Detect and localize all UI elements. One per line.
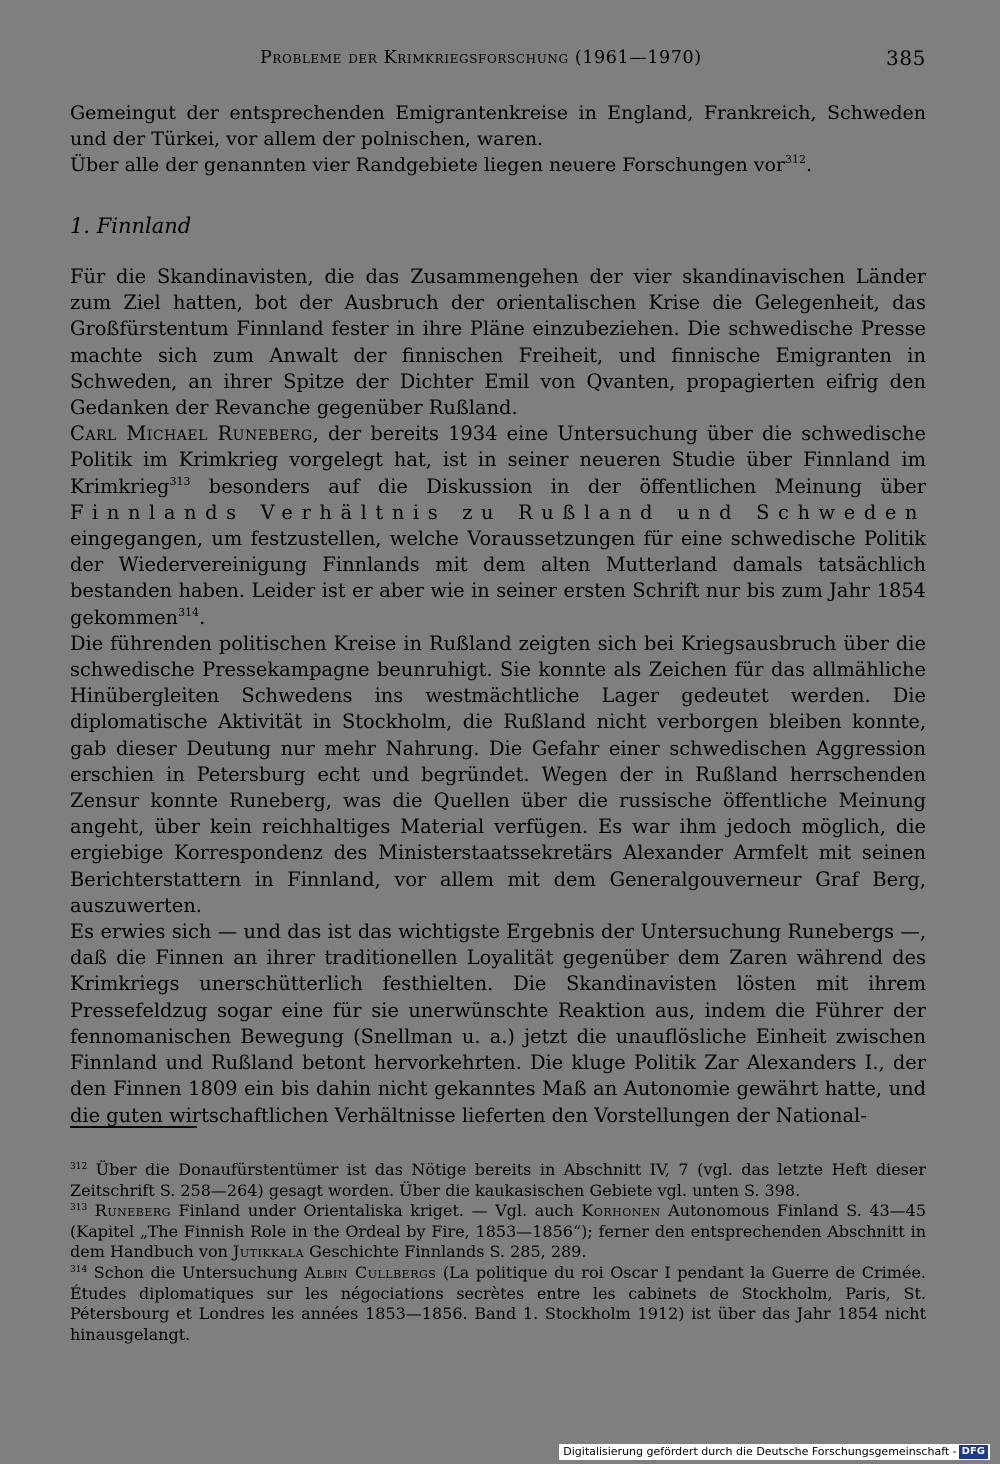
digitization-credit — [559, 1444, 990, 1460]
paragraph: Über alle der genannten vier Randgebiete liegen neuere Forschungen vor$^{312}$. — [70, 153, 813, 176]
footnote-number: 314 — [70, 1264, 88, 1275]
footnote: $^{314}$ Schon die Untersuchung Albin Cullbergs (La politique du roi Oscar I pendant la Guerre de Crimée. Études diplomatiques sur les négociations secrètes entre les cabinets de Stockholm, Paris, St. Pétersbourg et Londres les années 1853—1856. Band 1. Stockholm 1912) ist über das Jahr 1854 nicht hinausgelangt. — [70, 1262, 926, 1344]
paragraph: Gemeingut der entsprechenden Emigrantenkreise in England, Frankreich, Schweden und der Türkei, vor allem der polnischen, waren. — [70, 102, 926, 150]
footnote-number: 313 — [70, 1203, 88, 1214]
footnote-rule — [70, 1126, 197, 1128]
footnote-ref: 314 — [178, 605, 200, 619]
credit-text: Digitalisierung gefördert durch die Deutsche Forschungsgemeinschaft - — [563, 1445, 957, 1458]
author-name: Carl Michael Runeberg — [70, 422, 313, 446]
author-name: Albin Cullbergs — [304, 1262, 437, 1282]
footnote: $^{312}$ Über die Donaufürstentümer ist das Nötige bereits in Abschnitt IV, 7 (vgl. das letzte Heft dieser Zeitschrift S. 258—264) gesagt worden. Über die kaukasischen Gebiete vgl. unten S. 398. — [70, 1160, 926, 1200]
document-page — [70, 46, 926, 1426]
author-name: Runeberg — [94, 1201, 171, 1221]
running-title: Probleme der Krimkriegsforschung (1961—1970) — [260, 48, 702, 68]
dfg-logo: DFG — [959, 1445, 988, 1459]
footnote-ref: 312 — [785, 153, 807, 166]
body-text — [70, 264, 926, 1129]
emphasis-spaced: Finnlands Verhältnis zu Rußland und Schweden — [70, 500, 926, 524]
page-number: 385 — [886, 46, 926, 70]
footnotes — [70, 1160, 926, 1345]
author-name: Korhonen — [581, 1201, 661, 1221]
paragraph: Carl Michael Runeberg, der bereits 1934 eine Untersuchung über die schwedische Politik im Krimkrieg vorgelegt hat, ist in seiner neueren Studie über Finnland im Krimkrieg$^{313}$ besonders auf die Diskussion in der öffentlichen Meinung über Finnlands Verhältnis zu Rußland und Schweden eingegangen, um festzustellen, welche Voraussetzungen für eine schwedische Politik der Wiedervereinigung Finnlands mit dem alten Mutterland damals tatsächlich bestanden haben. Leider ist er aber wie in seiner ersten Schrift nur bis zum Jahr 1854 gekommen$^{314}$. — [70, 422, 926, 629]
section-heading: 1. Finnland — [70, 214, 192, 238]
author-name: Jutikkala — [232, 1242, 305, 1262]
paragraph: Die führenden politischen Kreise in Rußland zeigten sich bei Kriegsausbruch über die schwedische Pressekampagne beunruhigt. Sie konnte als Zeichen für das allmähliche Hinübergleiten Schwedens ins westmächtliche Lager gedeutet werden. Die diplomatische Aktivität in Stockholm, die Rußland nicht verborgen bleiben konnte, gab dieser Deutung nur mehr Nahrung. Die Gefahr einer schwedischen Aggression erschien in Petersburg echt und begründet. Wegen der in Rußland herrschenden Zensur konnte Runeberg, was die Quellen über die russische öffentliche Meinung angeht, über kein reichhaltiges Material verfügen. Es war ihm jedoch möglich, die ergiebige Korrespondenz des Ministerstaatssekretärs Alexander Armfelt mit seinen Berichterstattern in Finnland, vor allem mit dem Generalgouverneur Graf Berg, auszuwerten. — [70, 631, 926, 917]
footnote-number: 312 — [70, 1162, 88, 1172]
running-header — [70, 46, 926, 76]
paragraph: Es erwies sich — und das ist das wichtigste Ergebnis der Untersuchung Runebergs —, daß die Finnen an ihrer traditionellen Loyalität gegenüber dem Zaren während des Krimkriegs unerschütterlich festhielten. Die Skandinavisten lösten mit ihrem Pressefeldzug sogar eine für sie unerwünschte Reaktion aus, indem die Führer der fennomanischen Bewegung (Snellman u. a.) jetzt die unauflösliche Einheit zwischen Finnland und Rußland betont hervorkehrten. Die kluge Politik Zar Alexanders I., der den Finnen 1809 ein bis dahin nicht gekanntes Maß an Autonomie gewährt hatte, und die guten wirtschaftlichen Verhältnisse lieferten den Vorstellungen der National- — [70, 920, 926, 1127]
footnote: $^{313}$ Runeberg Finland under Orientaliska kriget. — Vgl. auch Korhonen Autonomous Finland S. 43—45 (Kapitel „The Finnish Role in the Ordeal by Fire, 1853—1856“); ferner den entsprechenden Abschnitt in dem Handbuch von Jutikkala Geschichte Finnlands S. 285, 289. — [70, 1201, 926, 1262]
footnote-ref: 313 — [169, 474, 191, 488]
paragraph: Für die Skandinavisten, die das Zusammengehen der vier skandinavischen Länder zum Ziel hatten, bot der Ausbruch der orientalischen Krise die Gelegenheit, das Großfürstentum Finnland fester in ihre Pläne einzubeziehen. Die schwedische Presse machte sich zum Anwalt der finnischen Freiheit, und finnische Emigranten in Schweden, an ihrer Spitze der Dichter Emil von Qvanten, propagierten eifrig den Gedanken der Revanche gegenüber Rußland. — [70, 265, 926, 420]
lead-text — [70, 100, 926, 178]
